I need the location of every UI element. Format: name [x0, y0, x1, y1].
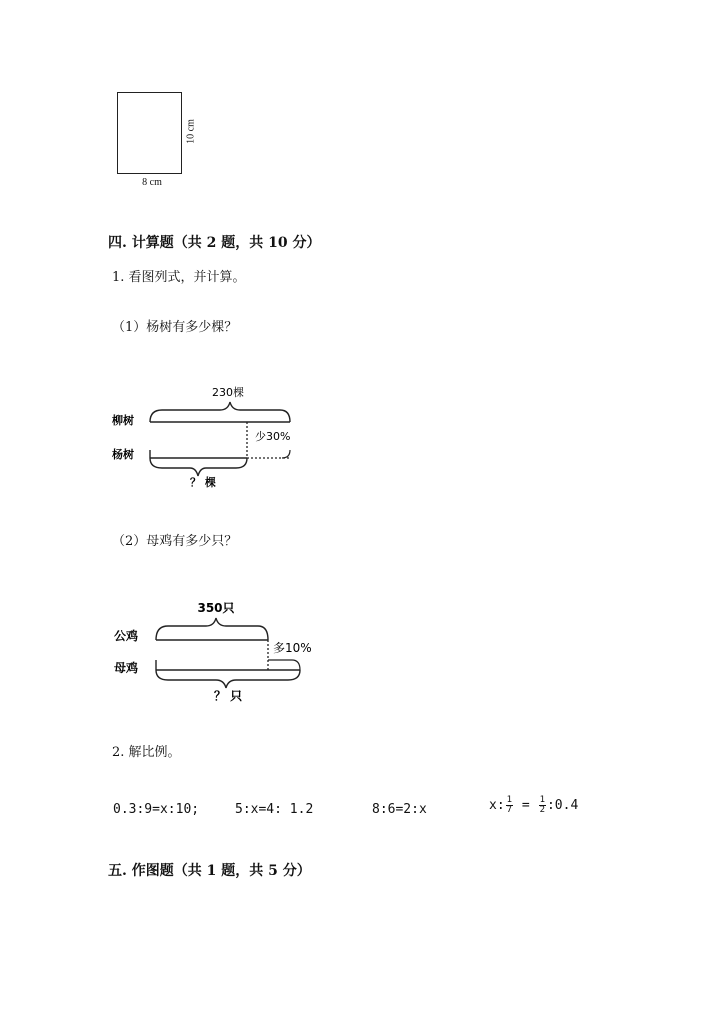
- chicken-bottom-label: ？ 只: [214, 689, 243, 703]
- fraction-1-numerator: 1: [506, 795, 513, 805]
- rectangle-width-label: 8 cm: [142, 177, 162, 188]
- fraction-2-numerator: 1: [539, 795, 545, 805]
- chicken-row2-label: 母鸡: [114, 661, 139, 675]
- equation-2: 5:x=4: 1.2: [235, 802, 314, 817]
- fraction-2-denominator: 2: [539, 805, 545, 815]
- equation-4-equals: =: [521, 798, 530, 813]
- equation-4-suffix: :0.4: [546, 798, 579, 813]
- equation-4-fraction-1: [506, 796, 513, 815]
- question-1-sub2: （2）母鸡有多少只？: [112, 534, 238, 549]
- chicken-diff-label: 多10%: [273, 641, 312, 655]
- section-5-heading: 五. 作图题（共 1 题，共 5 分）: [108, 863, 311, 879]
- equation-4: [489, 796, 578, 815]
- tree-line-diagram: [110, 378, 310, 490]
- question-2-prompt: 2. 解比例。: [112, 745, 181, 760]
- rectangle-height-label: 10 cm: [185, 119, 197, 144]
- tree-top-label: 230棵: [212, 386, 244, 399]
- equation-4-fraction-2: [539, 796, 546, 815]
- section-4-heading: 四. 计算题（共 2 题，共 10 分）: [108, 235, 321, 251]
- equation-1: 0.3:9=x:10;: [113, 802, 200, 817]
- equation-4-prefix: x:: [489, 798, 505, 813]
- question-1-prompt: 1. 看图列式，并计算。: [112, 270, 246, 285]
- chicken-row1-label: 公鸡: [114, 629, 139, 643]
- tree-row1-label: 柳树: [112, 414, 134, 427]
- chicken-line-diagram: [110, 596, 330, 708]
- tree-bottom-label: ？ 棵: [190, 476, 216, 489]
- tree-row2-label: 杨树: [112, 448, 134, 461]
- question-1-sub1: （1）杨树有多少棵？: [112, 320, 238, 335]
- tree-diff-label: 少30%: [255, 430, 291, 443]
- fraction-1-denominator: 7: [506, 805, 513, 815]
- equation-3: 8:6=2:x: [372, 802, 427, 817]
- chicken-top-label: 350只: [197, 601, 235, 615]
- rectangle-figure: [117, 92, 182, 174]
